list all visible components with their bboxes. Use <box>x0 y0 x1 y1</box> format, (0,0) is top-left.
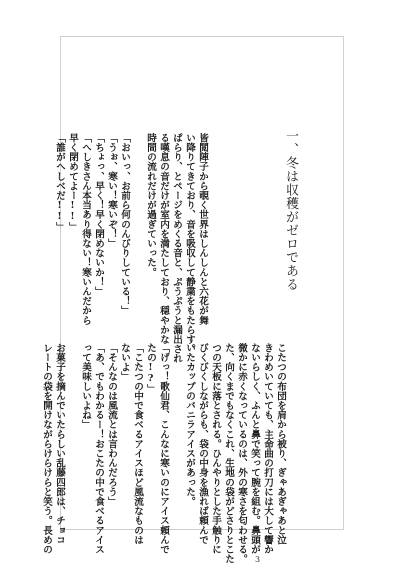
page-frame <box>41 36 344 564</box>
page-number: 3 <box>255 555 261 564</box>
body-text-upper: 皆閲陣子から覗く世界はしんしんと六花が舞 い降りてきており、音を吸収して静粛をもたらす。 ぱらり、とページをめくる音と、ぷうぷうと漏出され る嘆息の音だけが室内を満たしており、穏やかな 時間の流れだけが過ぎていった。 「おいっ、お前ら何のんびりしている！」 「うぉ、寒い！寒いぞ！」 「ちょっ、早く！早く閉めないか！」 「へしきさん本当あり得ない！寒いんだから 早く閉めてよー!!」 「誰がへしべだ!!」 <box>54 133 208 364</box>
chapter-title: 一、冬は収穫がゼロである <box>283 129 298 291</box>
body-text-lower: こたつの布団を肩から被り、ぎゃあぎゃあと泣 きわめいていても、主命曲の打刀には大して響か ないらしく、ふんと鼻で笑って腕を組む。鼻頭が 微かに赤くなっているのは、外の寒さを匂わせる。 た、向くまでもなくこれ、生地の袋がどさりとこた つの天板に落とされる。ひんやりとした手触りに びくびくしながらも、袋の中身を漁れば頼んで いたカップのバニラアイスがあった。 「げっ！歌仙君、こんなに寒いのにアイス頼んで たの!?」 「こたつの中で食べるアイスほど風流なものは ないよ」 「そんなのは風流とは言わんだろう」 「あ、でもわかるー！おこたの中で食べるアイス って美味しいよね」 お菓子を摘んでいたらしい乱藤四郎は、チョコ レートの袋を開けながらけらけらと笑う。長めの <box>41 343 286 564</box>
